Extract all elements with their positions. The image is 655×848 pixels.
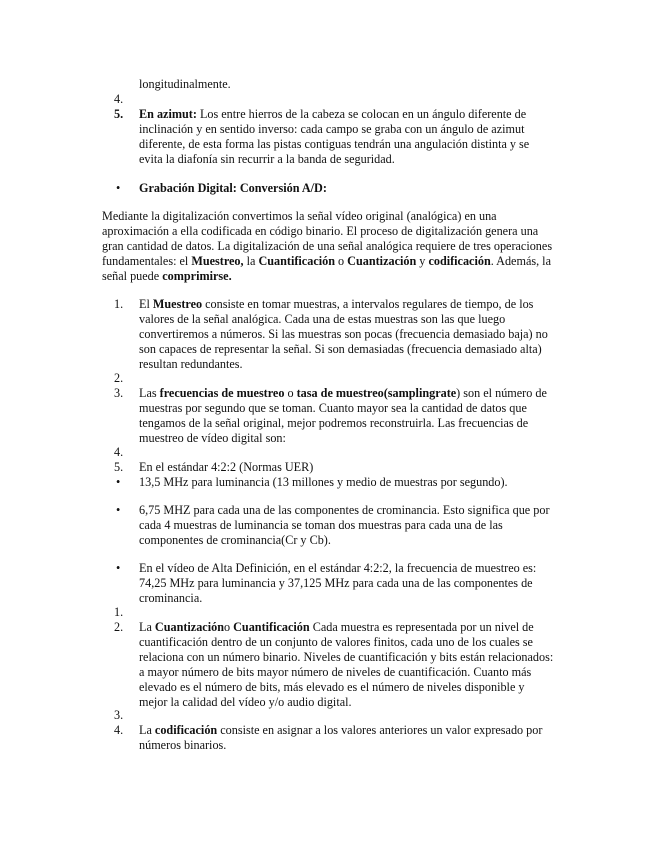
list-item-muestreo: 1. El Muestreo consiste en tomar muestras, a intervalos regulares de tiempo, de los valores de la señal analógica. Cada una de estas muestras son las que luego convertiremos a números. Si las muestras son pocas (frecuencia demasiado baja) no son capaces de representar la señal. Si son demasiadas (frecuencia demasiado alta) resultan redundantes. bbox=[114, 297, 548, 371]
bullet-item-luminancia: • 13,5 MHz para luminancia (13 millones y medio de muestras por segundo). bbox=[116, 475, 508, 489]
list-item-cuantizacion: 2. La Cuantizacióno Cuantificación Cada muestra es representada por un nivel de cuantificación dentro de un conjunto de valores finitos, cada uno de los cuales se relaciona con un número binario. Niveles de cuantificación y bits están relacionados: a mayor número de bits mayor número de niveles de cuantificación. Cuanto más elevado es el número de bits, más elevado es el número de niveles disponible y mejor la calidad del vídeo y/o audio digital. bbox=[114, 620, 554, 709]
list-item-codificacion: 4. La codificación consiste en asignar a los valores anteriores un valor expresado por números binarios. bbox=[114, 723, 543, 752]
bullet-heading: • Grabación Digital: Conversión A/D: bbox=[116, 181, 327, 195]
bullet-item-crominancia: • 6,75 MHZ para cada una de las componentes de crominancia. Esto significa que por cada 4 muestras de luminancia se toman dos muestras para cada una de las componentes de crominancia(Cr y Cb). bbox=[116, 503, 550, 547]
intro-paragraph: Mediante la digitalización convertimos la señal vídeo original (analógica) en una aproximación a ella codificada en código binario. El proceso de digitalización genera una gran cantidad de datos. La digitalización de una señal analógica requiere de tres operaciones fundamentales: el Muestreo, la Cuantificación o Cuantización y codificación. Además, la señal puede comprimirse. bbox=[102, 209, 553, 283]
list-item-frecuencias: 3. Las frecuencias de muestreo o tasa de muestreo(samplingrate) son el número de muestras por segundo que se toman. Cuanto mayor sea la cantidad de datos que tengamos de la señal original, mejor podremos reconstruirla. Las frecuencias de muestreo de vídeo digital son: bbox=[114, 386, 547, 445]
list-item: 4. bbox=[114, 92, 124, 106]
section-heading: Grabación Digital: Conversión A/D: bbox=[139, 181, 327, 195]
list-item-azimut: 5. En azimut: Los entre hierros de la cabeza se colocan en un ángulo diferente de inclinación y en sentido inverso: cada campo se graba con un ángulo de azimut diferente, de esta forma las pistas contiguas tendrán una angulación distinta y se evita la diafonía sin recurrir a la banda de seguridad. bbox=[114, 107, 530, 166]
document-page: longitudinalmente. 4. 5. En azimut: Los entre hierros de la cabeza se colocan en un ángulo diferente de inclinación y en sentido inverso: cada campo se graba con un ángulo de azimut diferente, de esta forma las pistas contiguas tendrán una angulación distinta y se evita la diafonía sin recurrir a la banda de seguridad. • Grabación Digital: Conversión A/D: Mediante la digitalización convertimos la señal vídeo original (analógica) en una aproximación a ella codificada en código binario. El proceso de digitalización genera una gran cantidad de datos. La digitalización de una señal analógica requiere de tres operaciones fundamentales: el Muestreo, la Cuantificación o Cuantización y codificación. Además, la señal puede comprimirse. 1. El Muestreo consiste en tomar muestras, a intervalos regulares de tiempo, de los valores de la señal analógica. Cada una de estas muestras son las que luego convertiremos a números. Si las muestras son pocas (frecuencia demasiado baja) no son capaces de representar la señal. Si son demasiadas (frecuencia demasiado alta) resultan redundantes. 2. 3. Las frecuencias de muestreo o tasa de muestreo(samplingrate) son el número de muestras por segundo que se toman. Cuanto mayor sea la cantidad de datos que tengamos de la señal original, mejor podremos reconstruirla. Las frecuencias de muestreo de vídeo digital son: 4. 5. En el estándar 4:2:2 (Normas UER) • 13,5 MHz para luminancia (13 millones y medio de muestras por segundo). • 6,75 MHZ para cada una de las componentes de crominancia. Esto significa que por cada 4 muestras de luminancia se toman dos muestras para cada una de las componentes de crominancia(Cr y Cb). • En el vídeo de Alta Definición, en el estándar 4:2:2, la frecuencia de muestreo es: 74,25 MHz para luminancia y 37,125 MHz para cada una de las componentes de crominancia. 1. 2. La Cuantizacióno Cuantificación Cada muestra es representada por un nivel de cuantificación dentro de un conjunto de valores finitos, cada uno de los cuales se relaciona con un número binario. Niveles de cuantificación y bits están relacionados: a mayor número de bits mayor número de niveles de cuantificación. Cuanto más elevado es el número de bits, más elevado es el número de niveles disponible y mejor la calidad del vídeo y/o audio digital. 3. 4. La codificación consiste en asignar a los valores anteriores un valor expresado por números binarios. bbox=[102, 77, 554, 752]
continuation-text: longitudinalmente. bbox=[139, 77, 231, 91]
list-item-estandar: 5. En el estándar 4:2:2 (Normas UER) bbox=[114, 460, 314, 474]
bullet-item-alta-definicion: • En el vídeo de Alta Definición, en el estándar 4:2:2, la frecuencia de muestreo es: 74,25 MHz para luminancia y 37,125 MHz para cada una de las componentes de crominancia. bbox=[116, 561, 537, 605]
